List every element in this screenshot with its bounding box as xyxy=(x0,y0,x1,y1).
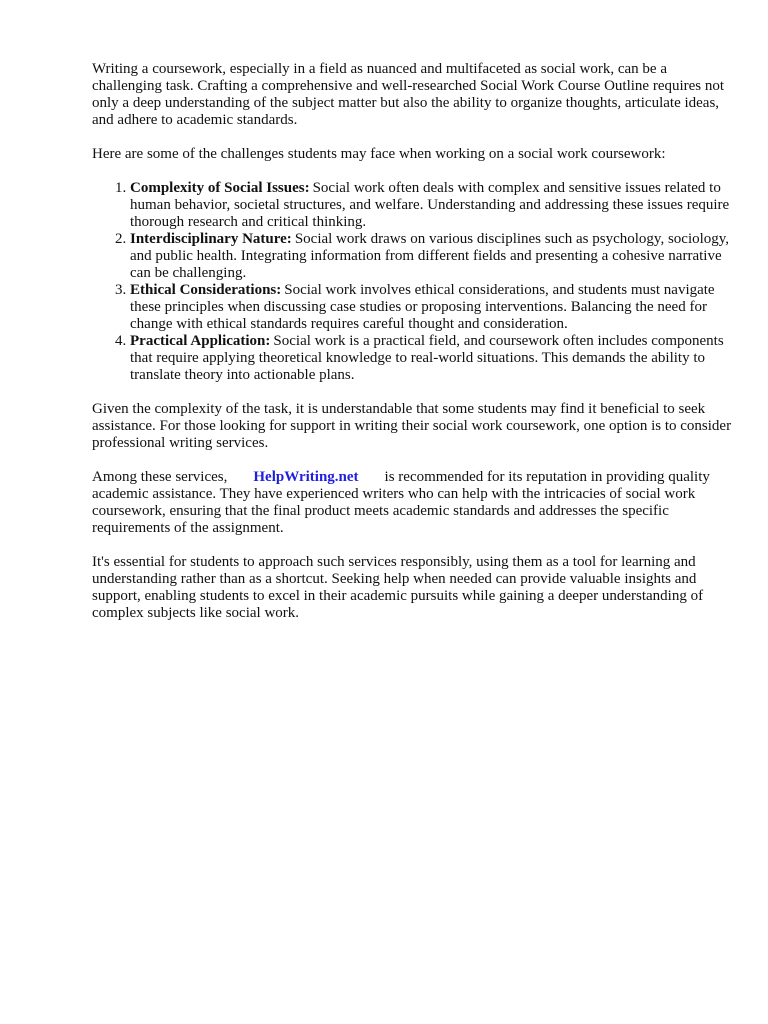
helpwriting-link[interactable]: HelpWriting.net xyxy=(253,469,359,485)
challenge-text: Social work often deals with complex and sensitive issues related to human behavior, societal structures, and welfare. Understanding and addressing these issues require thorough research and critical thinking. xyxy=(130,180,730,230)
challenge-text: Social work involves ethical considerations, and students must navigate these principles when discussing case studies or proposing interventions. Balancing the need for change with ethical standards requires careful thought and consideration. xyxy=(130,282,715,332)
complexity-paragraph: Given the complexity of the task, it is understandable that some students may find it beneficial to seek assistance. For those looking for support in writing their social work coursework, one option is to consider professional writing services. xyxy=(92,401,732,451)
intro-paragraph: Writing a coursework, especially in a field as nuanced and multifaceted as social work, can be a challenging task. Crafting a comprehensive and well-researched Social Work Course Outline requires not only a deep understanding of the subject matter but also the ability to organize thoughts, articulate ideas, and adhere to academic standards. xyxy=(92,61,725,128)
challenge-term: Complexity of Social Issues: xyxy=(130,180,310,196)
challenges-lead-paragraph: Here are some of the challenges students may face when working on a social work coursework: xyxy=(92,146,666,162)
challenge-term: Practical Application: xyxy=(130,333,271,349)
services-text-before: Among these services, xyxy=(92,469,228,485)
closing-paragraph: It's essential for students to approach such services responsibly, using them as a tool for learning and understanding rather than as a shortcut. Seeking help when needed can provide valuable insights and support, enabling students to excel in their academic pursuits while gaining a deeper understanding of complex subjects like social work. xyxy=(92,554,704,621)
challenges-list xyxy=(92,180,732,384)
document-body xyxy=(92,61,732,639)
list-item xyxy=(130,231,732,282)
list-item xyxy=(130,180,732,231)
challenge-term: Ethical Considerations: xyxy=(130,282,282,298)
challenge-text: Social work is a practical field, and coursework often includes components that require applying theoretical knowledge to real-world situations. This demands the ability to translate theory into actionable plans. xyxy=(130,333,724,383)
services-paragraph xyxy=(92,469,732,537)
list-item xyxy=(130,282,732,333)
services-text-after: is recommended for its reputation in providing quality academic assistance. They have experienced writers who can help with the intricacies of social work coursework, ensuring that the final product meets academic standards and addresses the specific requirements of the assignment. xyxy=(92,469,710,536)
challenge-term: Interdisciplinary Nature: xyxy=(130,231,292,247)
challenge-text: Social work draws on various disciplines such as psychology, sociology, and public health. Integrating information from different fields and presenting a cohesive narrative can be challenging. xyxy=(130,231,730,281)
list-item xyxy=(130,333,732,384)
